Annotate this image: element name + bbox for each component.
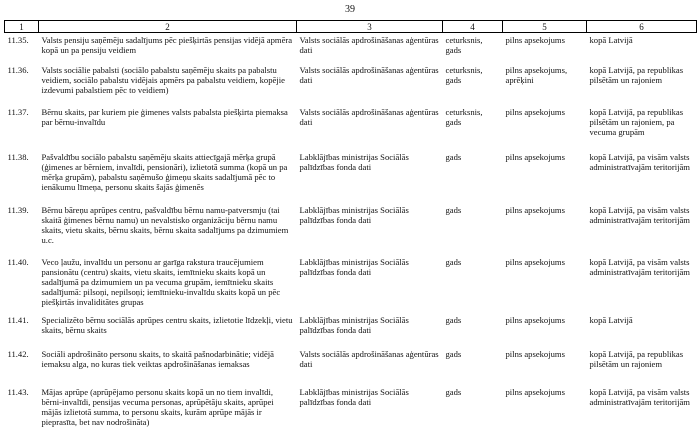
data-source: Labklājības ministrijas Sociālās palīdzības fonda dati [299, 204, 409, 225]
periodicity: gads [445, 204, 462, 215]
periodicity: ceturksnis, gads [445, 106, 483, 127]
row-number: 11.40. [7, 256, 29, 267]
data-source: Labklājības ministrijas Sociālās palīdzības fonda dati [299, 256, 409, 277]
periodicity: gads [445, 151, 462, 162]
header-row [5, 21, 697, 33]
table-row [5, 347, 697, 385]
row-number: 11.35. [7, 35, 29, 45]
data-source: Labklājības ministrijas Sociālās palīdzības fonda dati [299, 151, 409, 172]
territorial-level: kopā Latvijā [589, 314, 633, 325]
table-row [5, 203, 697, 255]
table-row [5, 63, 697, 105]
row-number: 11.37. [7, 106, 29, 117]
indicator-description: Specializēto bērnu sociālās aprūpes centru skaits, izlietotie līdzekļi, vietu skaits, bērnu skaits [41, 314, 293, 335]
page-number: 39 [345, 4, 355, 15]
data-source: Labklājības ministrijas Sociālās palīdzības fonda dati [299, 386, 409, 407]
statistics-table [4, 20, 697, 435]
table-row [5, 105, 697, 150]
indicator-description: Bērnu skaits, par kuriem pie ģimenes valsts pabalsta piešķirta piemaksa par bērnu-invalīdu [41, 106, 288, 127]
column-header: 1 [5, 21, 39, 33]
data-source: Labklājības ministrijas Sociālās palīdzības fonda dati [299, 314, 409, 335]
table-row [5, 33, 697, 63]
column-header: 3 [297, 21, 443, 33]
data-source: Valsts sociālās apdrošināšanas aģentūras dati [299, 106, 439, 127]
row-number: 11.43. [7, 386, 29, 397]
territorial-level: kopā Latvijā, pa republikas pilsētām un rajoniem [589, 64, 684, 85]
indicator-description: Valsts pensiju saņēmēju sadalījums pēc piešķirtās pensijas vidējā apmēra kopā un pa pensiju veidiem [41, 35, 293, 56]
periodicity: gads [445, 348, 462, 359]
indicator-description: Bērnu bāreņu aprūpes centru, pašvaldību bērnu namu-patversmju (tai skaitā ģimenes bērnu namu) un nevalstisko organizāciju bērnu namu skaits, vietu skaits, bērnu skaits, bērnu skaita sadalījums pa dzimumiem u.c. [41, 204, 289, 246]
territorial-level: kopā Latvijā [589, 35, 633, 45]
survey-scope: pilns apsekojums, aprēķini [505, 64, 568, 85]
table-row [5, 255, 697, 313]
table-row [5, 385, 697, 435]
indicator-description: Mājas aprūpe (aprūpējamo personu skaits kopā un no tiem invalīdi, bērni-invalīdi, pensijas vecuma personas, aprūpētāju skaits, aprūpei mājās izlietotā summa, to personu skaits, kurām aprūpe mājās ir pieprasīta, bet nav nodrošināta) [41, 386, 274, 428]
territorial-level: kopā Latvijā, pa visām valsts administratīvajām teritorijām [589, 256, 690, 277]
row-number: 11.36. [7, 64, 29, 75]
indicator-description: Veco ļaužu, invalīdu un personu ar garīga rakstura traucējumiem pansionātu (centru) skaits, vietu skaits, iemītnieku skaits kopā un sadalījumā pa dzimumiem un pa vecuma grupām, iemītnieku skaits sadalījumā: pilsoņi, nepilsoņi; iemītnieku-invalīdu skaits kopā un pēc piešķirtās invaliditātes grupas [41, 256, 281, 308]
data-source: Valsts sociālās apdrošināšanas aģentūras dati [299, 64, 439, 85]
row-number: 11.41. [7, 314, 29, 325]
data-source: Valsts sociālās apdrošināšanas aģentūras dati [299, 348, 439, 369]
territorial-level: kopā Latvijā, pa republikas pilsētām un rajoniem, pa vecuma grupām [589, 106, 684, 137]
territorial-level: kopā Latvijā, pa republikas pilsētām un rajoniem [589, 348, 684, 369]
table-row [5, 313, 697, 347]
survey-scope: pilns apsekojums [505, 314, 565, 325]
survey-scope: pilns apsekojums [505, 204, 565, 215]
row-number: 11.42. [7, 348, 29, 359]
survey-scope: pilns apsekojums [505, 151, 565, 162]
survey-scope: pilns apsekojums [505, 386, 565, 397]
column-header: 5 [503, 21, 587, 33]
indicator-description: Sociāli apdrošināto personu skaits, to skaitā pašnodarbinātie; vidējā iemaksu alga, no kuras tiek veiktas apdrošināšanas iemaksas [41, 348, 274, 369]
column-header: 2 [39, 21, 297, 33]
periodicity: ceturksnis, gads [445, 35, 483, 56]
survey-scope: pilns apsekojums [505, 35, 565, 45]
territorial-level: kopā Latvijā, pa visām valsts administratīvajām teritorijām [589, 151, 690, 172]
periodicity: gads [445, 256, 462, 267]
row-number: 11.39. [7, 204, 29, 215]
periodicity: gads [445, 314, 462, 325]
data-source: Valsts sociālās apdrošināšanas aģentūras dati [299, 35, 439, 56]
territorial-level: kopā Latvijā, pa visām valsts administratīvajām teritorijām [589, 386, 690, 407]
periodicity: gads [445, 386, 462, 397]
survey-scope: pilns apsekojums [505, 256, 565, 267]
table-row [5, 150, 697, 203]
column-header: 4 [443, 21, 503, 33]
territorial-level: kopā Latvijā, pa visām valsts administratīvajām teritorijām [589, 204, 690, 225]
survey-scope: pilns apsekojums [505, 106, 565, 117]
row-number: 11.38. [7, 151, 29, 162]
indicator-description: Pašvaldību sociālo pabalstu saņēmēju skaits attiecīgajā mērķa grupā (ģimenes ar bērniem, invalīdi, pensionāri), izlietotā summa (kopā un pa mērķa grupām), pabalstu saņēmušo ģimeņu skaits sadalījumā pēc to ienākumu līmeņa, personu skaits šajās ģimenēs [41, 151, 288, 193]
column-header: 6 [587, 21, 697, 33]
periodicity: ceturksnis, gads [445, 64, 483, 85]
indicator-description: Valsts sociālie pabalsti (sociālo pabalstu saņēmēju skaits pa pabalstu veidiem, sociālo pabalstu vidējais apmērs pa pabalstu veidiem, kopējie izdevumi pabalstiem pēc to veidiem) [41, 64, 285, 95]
survey-scope: pilns apsekojums [505, 348, 565, 359]
